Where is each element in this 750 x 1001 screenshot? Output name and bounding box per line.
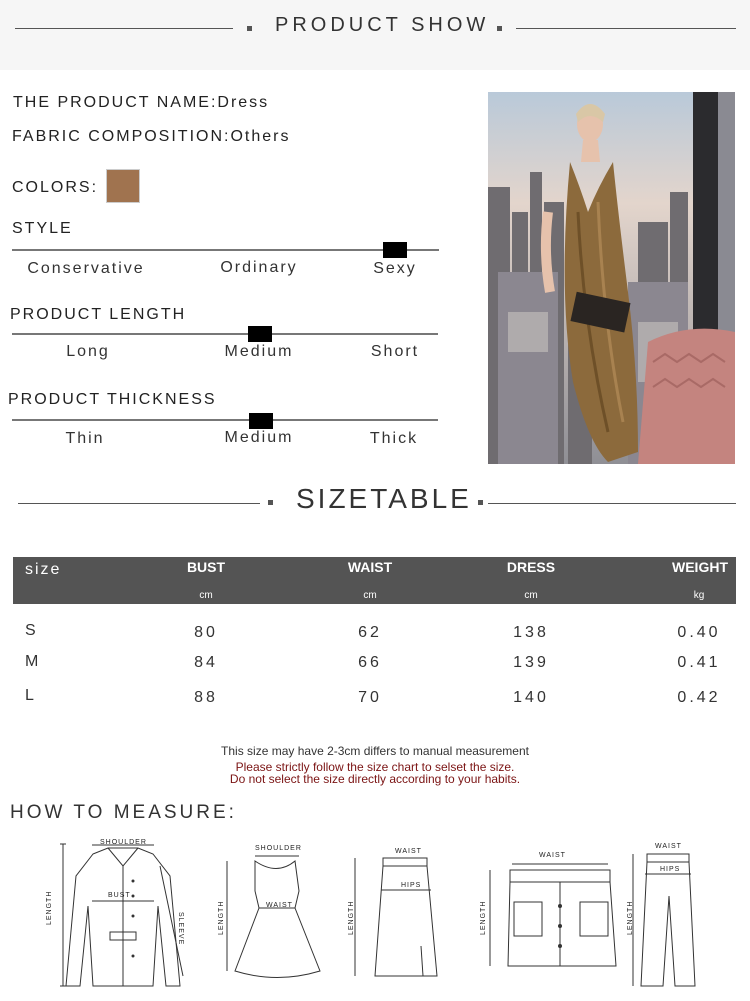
table-cell-waist: 70 (358, 689, 382, 706)
thickness-option-thick: Thick (369, 430, 419, 447)
table-cell-dress: 138 (513, 624, 549, 641)
jacket-bust-label: BUST (108, 892, 131, 899)
thickness-title: PRODUCT THICKNESS (8, 391, 217, 408)
product-photo (488, 92, 735, 464)
length-scale-line (12, 333, 438, 335)
jacket-measure-diagram (48, 836, 198, 996)
how-to-measure-title: HOW TO MEASURE: (10, 802, 237, 823)
skirt-measure-diagram (345, 846, 445, 986)
size-note-measurement: This size may have 2-3cm differs to manual measurement (221, 744, 529, 758)
pants-hips-label: HIPS (660, 866, 681, 873)
style-option-conservative: Conservative (27, 260, 145, 277)
size-note-habits: Do not select the size directly according to your habits. (229, 772, 521, 786)
jacket-sleeve-label: SLEEVE (177, 912, 184, 946)
table-cell-dress: 140 (513, 689, 549, 706)
pants-waist-label: WAIST (655, 843, 682, 850)
style-title: STYLE (12, 220, 73, 237)
dress-shoulder-label: SHOULDER (255, 845, 302, 852)
sizetable-divider-right (488, 503, 736, 504)
col-unit-weight: kg (693, 590, 705, 601)
sizetable-bullet-right (478, 500, 483, 505)
sizetable-bullet-left (268, 500, 273, 505)
style-option-sexy: Sexy (373, 260, 417, 277)
length-option-short: Short (370, 343, 420, 360)
table-cell-bust: 88 (194, 689, 218, 706)
length-option-medium: Medium (224, 343, 294, 360)
table-cell-dress: 139 (513, 654, 549, 671)
skirt-length-label: LENGTH (348, 900, 355, 935)
col-header-waist: WAIST (347, 559, 393, 575)
thickness-selected-marker (249, 413, 273, 429)
dress-measure-diagram (215, 846, 330, 986)
colors-label: COLORS: (12, 179, 99, 196)
table-cell-bust: 84 (194, 654, 218, 671)
mini-skirt-length-label: LENGTH (480, 900, 487, 935)
table-cell-waist: 66 (358, 654, 382, 671)
style-option-ordinary: Ordinary (220, 259, 298, 276)
sizetable-divider-left (18, 503, 260, 504)
style-selected-marker (383, 242, 407, 258)
thickness-option-medium: Medium (224, 429, 294, 446)
table-cell-size: L (25, 687, 37, 704)
header-title: PRODUCT SHOW (275, 14, 490, 36)
header-divider-left (15, 28, 233, 29)
size-note-follow-chart: Please strictly follow the size chart to selset the size. (235, 760, 515, 774)
col-header-size: size (25, 561, 62, 578)
dress-length-label: LENGTH (218, 900, 225, 935)
mini-skirt-measure-diagram (478, 856, 618, 976)
skirt-hips-label: HIPS (401, 882, 422, 889)
color-swatch[interactable] (106, 169, 140, 203)
sizetable-title: SIZETABLE (296, 483, 472, 514)
table-cell-size: M (25, 653, 42, 670)
table-cell-weight: 0.41 (677, 654, 721, 671)
table-cell-bust: 80 (194, 624, 218, 641)
fabric-composition: FABRIC COMPOSITION:Others (12, 128, 291, 145)
col-header-dress: DRESS (506, 559, 556, 575)
table-cell-weight: 0.40 (677, 624, 721, 641)
col-unit-waist: cm (363, 590, 377, 601)
table-cell-weight: 0.42 (677, 689, 721, 706)
col-unit-bust: cm (199, 590, 213, 601)
table-cell-size: S (25, 622, 39, 639)
thickness-scale-line (12, 419, 438, 421)
jacket-shoulder-label: SHOULDER (100, 839, 147, 846)
header-divider-right (516, 28, 736, 29)
col-header-weight: WEIGHT (672, 559, 728, 575)
header-bullet-right (497, 26, 502, 31)
style-scale-line (12, 249, 439, 251)
product-name: THE PRODUCT NAME:Dress (13, 94, 270, 111)
pants-length-label: LENGTH (627, 900, 634, 935)
length-title: PRODUCT LENGTH (10, 306, 187, 323)
col-header-bust: BUST (186, 559, 226, 575)
jacket-length-label: LENGTH (46, 890, 53, 925)
header-bullet-left (247, 26, 252, 31)
length-selected-marker (248, 326, 272, 342)
mini-skirt-waist-label: WAIST (539, 852, 566, 859)
thickness-option-thin: Thin (65, 430, 105, 447)
dress-waist-label: WAIST (266, 902, 293, 909)
table-cell-waist: 62 (358, 624, 382, 641)
col-unit-dress: cm (524, 590, 538, 601)
length-option-long: Long (66, 343, 110, 360)
skirt-waist-label: WAIST (395, 848, 422, 855)
